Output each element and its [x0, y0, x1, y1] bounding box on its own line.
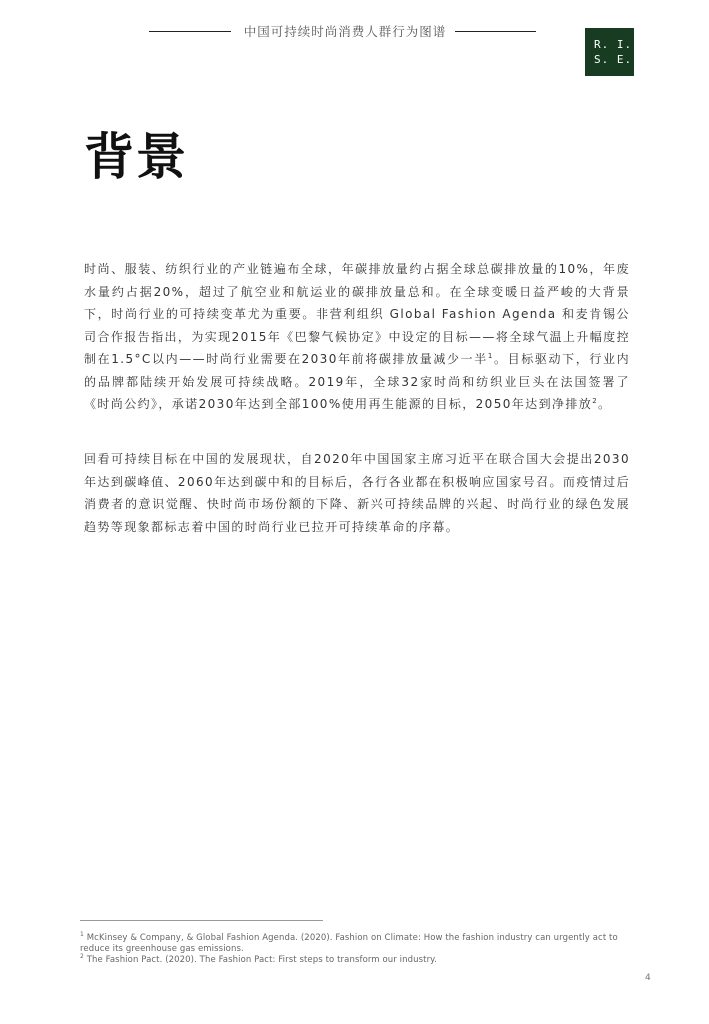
header-rule-left [149, 31, 231, 32]
footnote-2-marker: 2 [80, 953, 84, 961]
document-header-title: 中国可持续时尚消费人群行为图谱 [243, 24, 447, 39]
body-paragraph-1 [84, 258, 630, 416]
rise-logo [585, 28, 634, 76]
footnote-ref-2: 2 [592, 397, 599, 405]
footnotes [80, 933, 636, 966]
footnote-2 [80, 955, 636, 966]
footnote-1 [80, 933, 636, 955]
footnote-1-marker: 1 [80, 931, 84, 939]
footnote-divider [80, 920, 323, 921]
paragraph-1-text-b: 。目标驱动下，行业内的品牌都陆续开始发展可持续战略。2019年，全球32家时尚和纺织业巨头在法国签署了《时尚公约》，承诺2030年达到全部100%使用再生能源的目标，2050年达到净排放 [84, 352, 630, 411]
body-paragraph-2: 回看可持续目标在中国的发展现状，自2020年中国国家主席习近平在联合国大会提出2030年达到碳峰值、2060年达到碳中和的目标后，各行各业都在积极响应国家号召。而疫情过后消费者的意识觉醒、快时尚市场份额的下降、新兴可持续品牌的兴起、时尚行业的绿色发展趋势等现象都标志着中国的时尚行业已拉开可持续革命的序幕。 [84, 452, 630, 534]
section-title: 背景 [84, 127, 188, 186]
logo-line-1: R. I. [594, 38, 633, 51]
paragraph-1-text-a: 时尚、服装、纺织行业的产业链遍布全球，年碳排放量约占据全球总碳排放量的10%，年废水量约占据20%，超过了航空业和航运业的碳排放量总和。在全球变暖日益严峻的大背景下，时尚行业的可持续变革尤为重要。非营利组织 Global Fashion Agenda 和麦肯锡公司合作报告指出，为实现2015年《巴黎气候协定》中设定的目标——将全球气温上升幅度控制在1.5°C以内——时尚行业需要在2030年前将碳排放量减少一半 [84, 262, 630, 366]
footnote-2-text: The Fashion Pact. (2020). The Fashion Pact: First steps to transform our industry. [86, 955, 437, 965]
footnote-ref-1: 1 [487, 352, 494, 360]
page-number: 4 [645, 973, 651, 983]
footnote-1-text: McKinsey & Company, & Global Fashion Agenda. (2020). Fashion on Climate: How the fashion industry can urgently act to reduce its greenhouse gas emissions. [80, 933, 618, 954]
logo-line-2: S. E. [594, 53, 633, 66]
paragraph-1-text-c: 。 [598, 397, 612, 411]
header-rule-right [455, 31, 536, 32]
